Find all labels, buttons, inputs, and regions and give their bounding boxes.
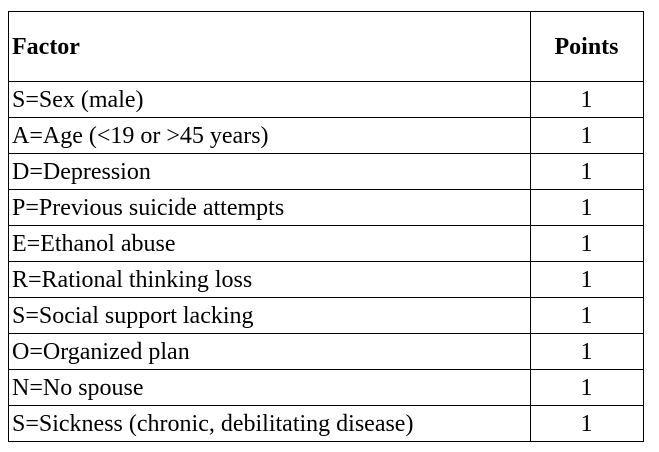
- table-row: [9, 406, 644, 442]
- table-row: [9, 118, 644, 154]
- sad-persons-table: [8, 11, 644, 442]
- points-cell: 1: [531, 334, 644, 370]
- table-body: [9, 82, 644, 442]
- factor-cell: S=Social support lacking: [9, 298, 531, 334]
- points-cell: 1: [531, 190, 644, 226]
- points-cell: 1: [531, 118, 644, 154]
- factor-cell: D=Depression: [9, 154, 531, 190]
- table-row: [9, 370, 644, 406]
- factor-column-header: Factor: [9, 12, 531, 82]
- table-row: [9, 298, 644, 334]
- points-cell: 1: [531, 370, 644, 406]
- table-row: [9, 226, 644, 262]
- table-row: [9, 334, 644, 370]
- factor-cell: A=Age (<19 or >45 years): [9, 118, 531, 154]
- factor-cell: N=No spouse: [9, 370, 531, 406]
- factor-cell: S=Sex (male): [9, 82, 531, 118]
- table-row: [9, 82, 644, 118]
- factor-cell: S=Sickness (chronic, debilitating disease): [9, 406, 531, 442]
- points-column-header: Points: [531, 12, 644, 82]
- table-row: [9, 190, 644, 226]
- points-cell: 1: [531, 262, 644, 298]
- points-cell: 1: [531, 298, 644, 334]
- table-header: [9, 12, 644, 82]
- points-cell: 1: [531, 226, 644, 262]
- factor-cell: O=Organized plan: [9, 334, 531, 370]
- table-row: [9, 262, 644, 298]
- points-cell: 1: [531, 154, 644, 190]
- header-row: [9, 12, 644, 82]
- factor-cell: R=Rational thinking loss: [9, 262, 531, 298]
- points-cell: 1: [531, 82, 644, 118]
- points-cell: 1: [531, 406, 644, 442]
- table-row: [9, 154, 644, 190]
- factor-cell: P=Previous suicide attempts: [9, 190, 531, 226]
- factor-cell: E=Ethanol abuse: [9, 226, 531, 262]
